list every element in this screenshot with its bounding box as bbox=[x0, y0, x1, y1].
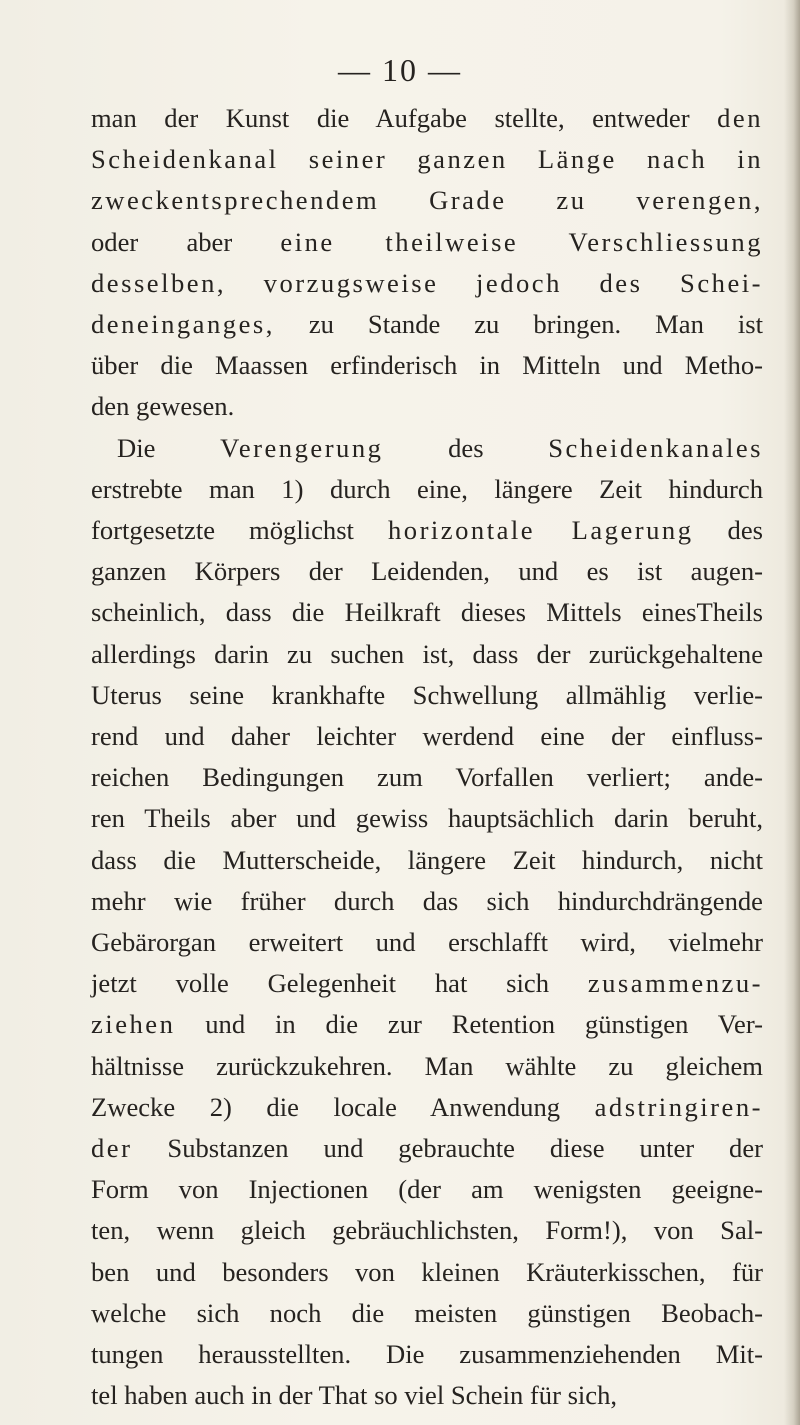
page-number: — 10 — bbox=[338, 52, 462, 88]
text-line bbox=[91, 1293, 763, 1334]
spaced-emphasis-text: Scheidenkanales bbox=[548, 432, 763, 463]
text-line bbox=[91, 1252, 763, 1293]
text-segment: und in die zur Retention günstigen Ver- bbox=[175, 1009, 763, 1040]
text-segment: dass die Mutterscheide, längere Zeit hindurch, nicht bbox=[91, 844, 763, 875]
text-line bbox=[91, 798, 763, 839]
text-segment: man der Kunst die Aufgabe stellte, entweder bbox=[91, 103, 718, 133]
spaced-emphasis-text: zweckentsprechendem Grade zu verengen, bbox=[91, 185, 763, 216]
text-segment: Uterus seine krankhafte Schwellung allmählig verlie- bbox=[91, 679, 763, 710]
text-line bbox=[91, 922, 763, 963]
spaced-emphasis-text: eine theilweise Verschliessung bbox=[280, 226, 763, 257]
text-line bbox=[91, 469, 763, 510]
text-segment: tel haben auch in der That so viel Schein für sich, bbox=[91, 1380, 618, 1411]
spaced-emphasis-text: Verengerung bbox=[220, 432, 384, 463]
text-line bbox=[91, 304, 763, 345]
text-segment: Zwecke 2) die locale Anwendung bbox=[91, 1091, 595, 1122]
text-line bbox=[91, 1004, 763, 1045]
text-line bbox=[91, 757, 763, 798]
text-line bbox=[91, 222, 763, 263]
text-line bbox=[91, 881, 763, 922]
text-line bbox=[91, 1169, 763, 1210]
text-line bbox=[91, 592, 763, 633]
spaced-emphasis-text: adstringiren- bbox=[594, 1091, 763, 1122]
text-segment: des bbox=[693, 515, 763, 546]
text-segment: scheinlich, dass die Heilkraft dieses Mittels einesTheils bbox=[91, 597, 763, 628]
text-line bbox=[91, 1046, 763, 1087]
text-line bbox=[91, 428, 763, 469]
text-segment: des bbox=[383, 432, 549, 463]
text-line bbox=[91, 963, 763, 1004]
text-segment: ganzen Körpers der Leidenden, und es ist augen- bbox=[91, 556, 763, 587]
text-line bbox=[91, 1128, 763, 1169]
text-segment: Gebärorgan erweitert und erschlafft wird, vielmehr bbox=[91, 927, 763, 958]
text-line bbox=[91, 1375, 763, 1416]
text-segment: zu Stande zu bringen. Man ist bbox=[274, 309, 763, 340]
text-segment: oder aber bbox=[91, 226, 281, 257]
spaced-emphasis-text: deneinganges, bbox=[91, 309, 275, 340]
text-line bbox=[91, 263, 763, 304]
text-line bbox=[91, 98, 763, 139]
text-segment: ten, wenn gleich gebräuchlichsten, Form!), von Sal- bbox=[91, 1215, 763, 1246]
spaced-emphasis-text: Scheidenkanal seiner ganzen Länge nach in bbox=[91, 144, 763, 175]
text-segment: jetzt volle Gelegenheit hat sich bbox=[91, 968, 588, 999]
page-edge-shadow bbox=[784, 0, 800, 1425]
spaced-emphasis-text: zusammenzu- bbox=[587, 968, 763, 999]
text-segment: reichen Bedingungen zum Vorfallen verliert; ande- bbox=[91, 762, 763, 793]
text-line bbox=[91, 345, 763, 386]
body-text bbox=[91, 98, 763, 1417]
spaced-emphasis-text: ziehen bbox=[91, 1009, 176, 1040]
text-segment: erstrebte man 1) durch eine, längere Zeit hindurch bbox=[91, 473, 763, 504]
text-line bbox=[91, 1334, 763, 1375]
text-line bbox=[91, 1210, 763, 1251]
text-line bbox=[91, 840, 763, 881]
text-line bbox=[91, 510, 763, 551]
text-line bbox=[91, 386, 763, 427]
text-line bbox=[91, 675, 763, 716]
text-line bbox=[91, 634, 763, 675]
text-line bbox=[91, 139, 763, 180]
text-line bbox=[91, 551, 763, 592]
text-segment: welche sich noch die meisten günstigen Beobach- bbox=[91, 1297, 763, 1328]
text-segment: ben und besonders von kleinen Kräuterkisschen, für bbox=[91, 1256, 763, 1287]
text-line bbox=[91, 180, 763, 221]
spaced-emphasis-text: desselben, vorzugsweise jedoch des Schei- bbox=[91, 267, 763, 298]
text-segment: allerdings darin zu suchen ist, dass der zurückgehaltene bbox=[91, 638, 763, 669]
text-segment: rend und daher leichter werdend eine der einfluss- bbox=[91, 721, 763, 752]
spaced-emphasis-text: horizontale Lagerung bbox=[387, 515, 694, 546]
text-segment: den gewesen. bbox=[91, 391, 235, 422]
text-segment: tungen herausstellten. Die zusammenziehenden Mit- bbox=[91, 1339, 763, 1370]
text-segment: Die bbox=[117, 432, 221, 463]
text-line bbox=[91, 716, 763, 757]
text-segment: fortgesetzte möglichst bbox=[91, 515, 388, 546]
text-segment: Form von Injectionen (der am wenigsten geeigne- bbox=[91, 1174, 763, 1205]
spaced-emphasis-text: der bbox=[91, 1133, 133, 1164]
text-segment: über die Maassen erfinderisch in Mitteln und Metho- bbox=[91, 350, 763, 381]
text-segment: ren Theils aber und gewiss hauptsächlich darin beruht, bbox=[91, 803, 763, 834]
text-segment: mehr wie früher durch das sich hindurchdrängende bbox=[91, 885, 763, 916]
text-segment: hältnisse zurückzukehren. Man wählte zu gleichem bbox=[91, 1050, 763, 1081]
text-line bbox=[91, 1087, 763, 1128]
spaced-emphasis-text: den bbox=[717, 103, 763, 133]
text-segment: Substanzen und gebrauchte diese unter der bbox=[132, 1133, 763, 1164]
